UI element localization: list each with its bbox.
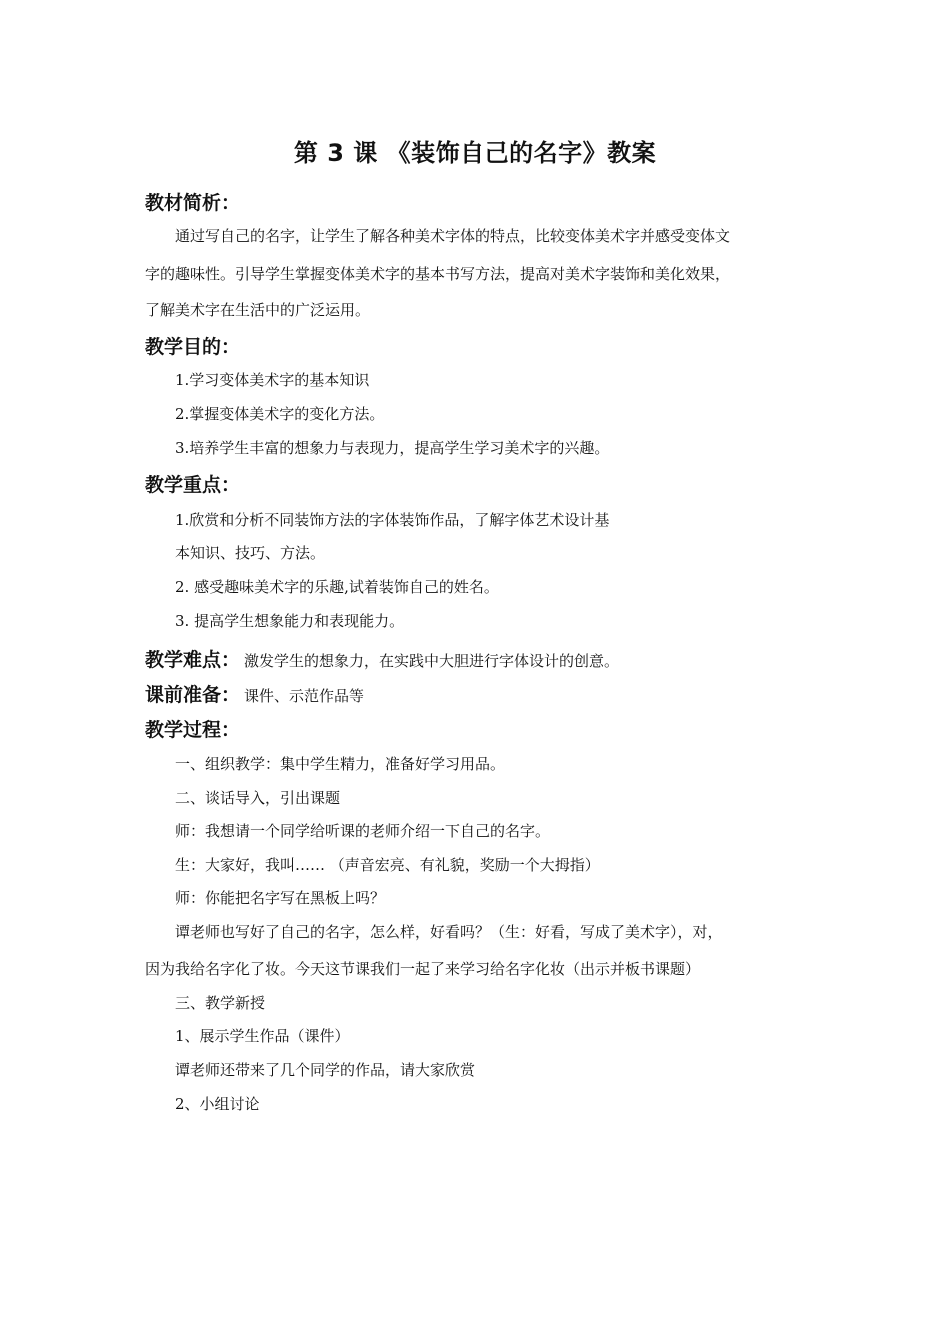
process-line: 一、组织教学：集中学生精力，准备好学习用品。 (175, 755, 506, 773)
goals-heading: 教学目的： (145, 336, 241, 358)
preparation-text: 课件、示范作品等 (244, 687, 365, 705)
key-points-heading: 教学重点： (145, 474, 241, 496)
goals-item: 3.培养学生丰富的想象力与表现力，提高学生学习美术字的兴趣。 (175, 439, 610, 457)
process-heading: 教学过程： (145, 719, 241, 741)
process-line: 谭老师还带来了几个同学的作品，请大家欣赏 (175, 1061, 476, 1079)
difficulty-row (145, 645, 619, 672)
process-line: 谭老师也写好了自己的名字，怎么样，好看吗？（生：好看，写成了美术字），对， (175, 923, 723, 941)
process-line: 二、谈话导入，引出课题 (175, 789, 341, 807)
difficulty-heading: 教学难点： (145, 649, 241, 671)
process-line: 2、小组讨论 (175, 1095, 260, 1113)
process-line: 1、展示学生作品（课件） (175, 1027, 350, 1045)
page-title: 第 3 课 《装饰自己的名字》教案 (293, 139, 657, 167)
analysis-line: 通过写自己的名字，让学生了解各种美术字体的特点，比较变体美术字并感受变体文 (175, 227, 731, 245)
preparation-row (145, 680, 364, 707)
goals-item: 2.掌握变体美术字的变化方法。 (175, 405, 385, 423)
process-line: 因为我给名字化了妆。今天这节课我们一起了来学习给名字化妆（出示并板书课题） (145, 960, 701, 978)
key-points-item: 本知识、技巧、方法。 (175, 544, 326, 562)
analysis-line: 了解美术字在生活中的广泛运用。 (145, 301, 371, 319)
key-points-item: 2. 感受趣味美术字的乐趣,试着装饰自己的姓名。 (175, 578, 499, 596)
analysis-heading: 教材简析： (145, 192, 241, 214)
preparation-heading: 课前准备： (145, 684, 241, 706)
process-line: 生：大家好，我叫…… （声音宏亮、有礼貌，奖励一个大拇指） (175, 856, 600, 874)
process-line: 师：你能把名字写在黑板上吗？ (175, 889, 386, 907)
difficulty-text: 激发学生的想象力，在实践中大胆进行字体设计的创意。 (244, 652, 620, 670)
process-line: 三、教学新授 (175, 994, 266, 1012)
key-points-item: 1.欣赏和分析不同装饰方法的字体装饰作品，了解字体艺术设计基 (175, 511, 610, 529)
goals-item: 1.学习变体美术字的基本知识 (175, 371, 370, 389)
key-points-item: 3. 提高学生想象能力和表现能力。 (175, 612, 405, 630)
analysis-line: 字的趣味性。引导学生掌握变体美术字的基本书写方法，提高对美术字装饰和美化效果， (145, 265, 731, 283)
process-line: 师：我想请一个同学给听课的老师介绍一下自己的名字。 (175, 822, 551, 840)
